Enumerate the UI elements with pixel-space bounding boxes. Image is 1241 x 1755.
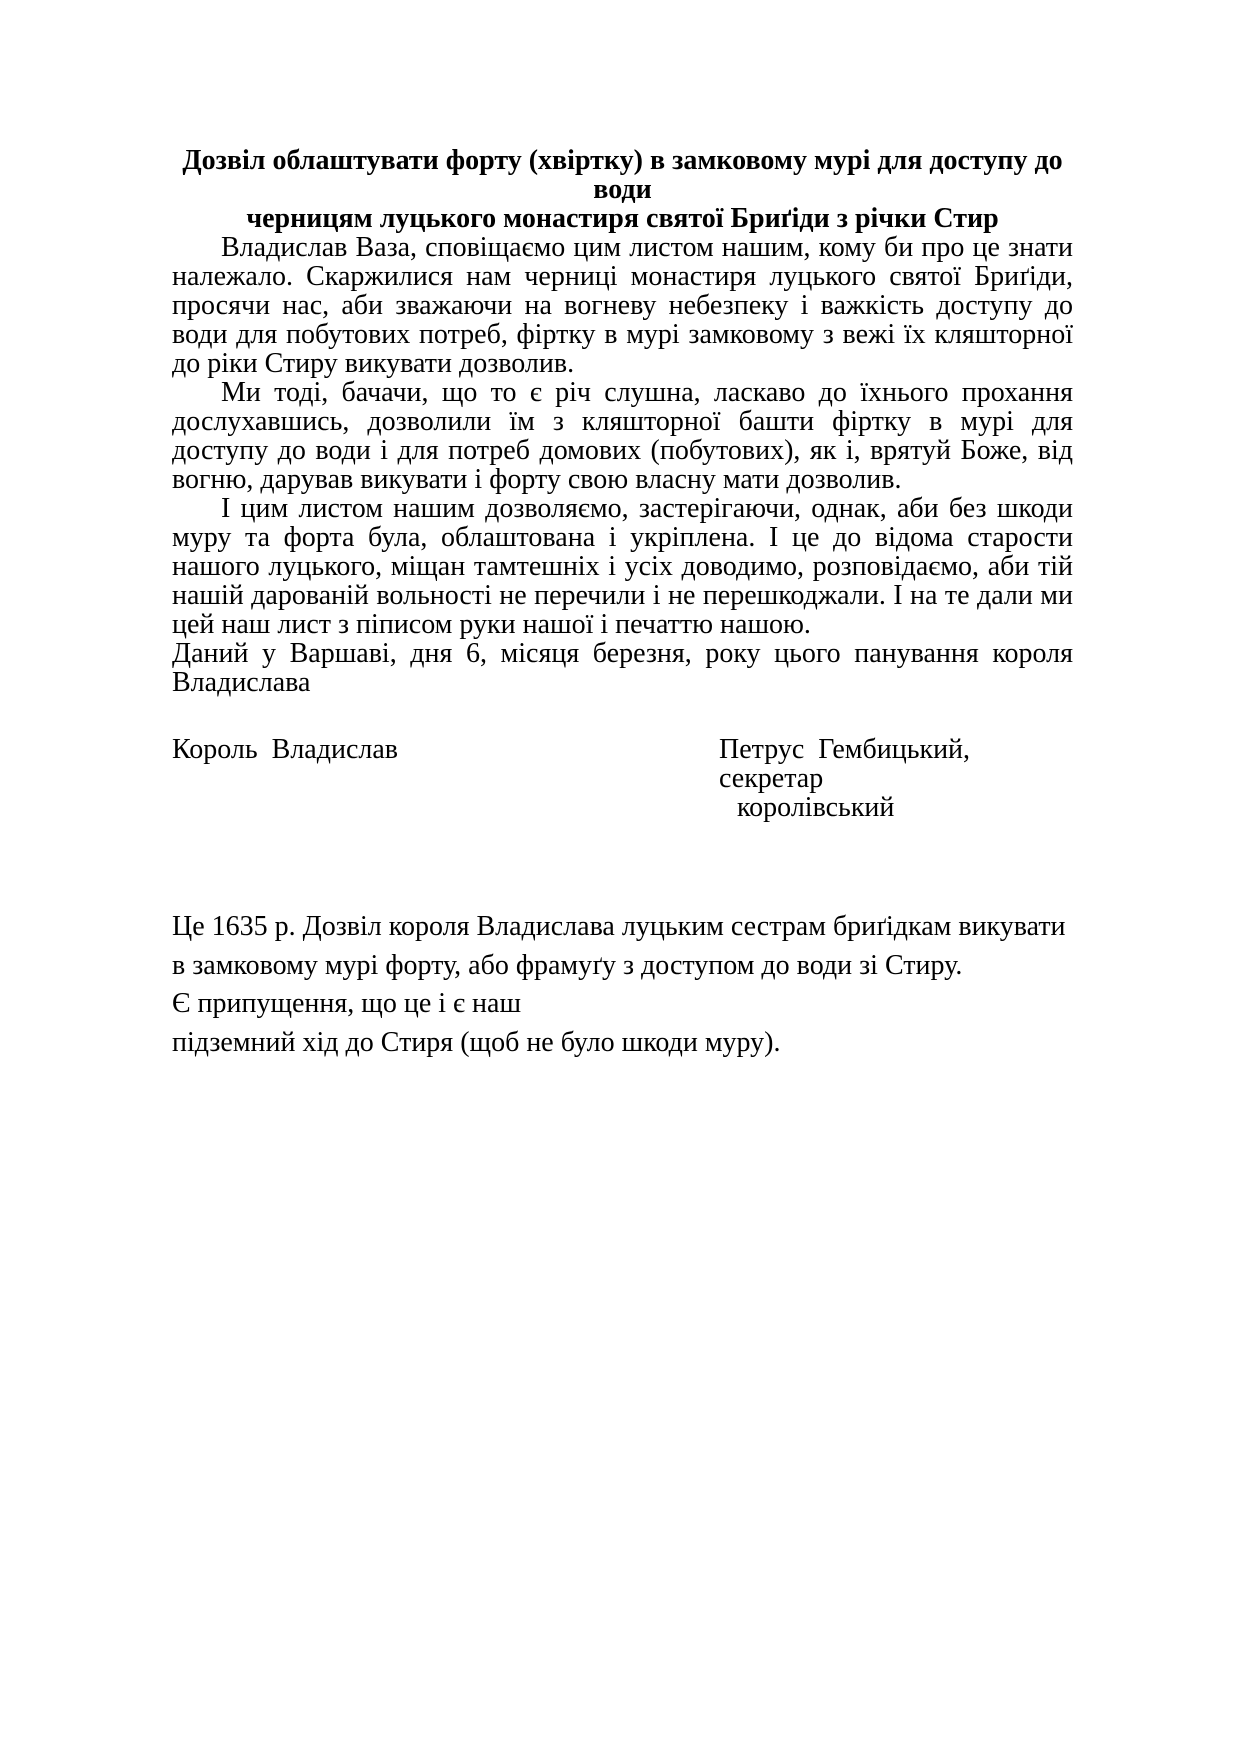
document-title [172, 146, 1073, 233]
note-line-3: підземний хід до Стиря (щоб не було шкоди муру). [172, 1026, 781, 1058]
document-title-line-1: Дозвіл облаштувати форту (хвіртку) в замковому мурі для доступу до води [182, 145, 1063, 205]
body-paragraph-2: Ми тоді, бачачи, що то є річ слушна, ласкаво до їхнього прохання дослухавшись, дозволили їм з кляшторної башти фіртку в мурі для доступу до води і для потреб домових (побутових), як і, врятуй Боже, від вогню, дарував викувати і форту свою власну мати дозволив. [172, 377, 1073, 495]
dateline-paragraph: Даний у Варшаві, дня 6, місяця березня, року цього панування короля Владислава [172, 638, 1073, 698]
document-content [172, 146, 1073, 1062]
commentary-note [172, 908, 1073, 1062]
note-paragraph: Це 1635 р. Дозвіл короля Владислава луцьким сестрам бриґідкам викувати в замковому мурі форту, або фрамуґу з доступом до води зі Стиру. [172, 911, 1066, 981]
signature-block [172, 735, 1073, 822]
body-paragraph-1: Владислав Ваза, сповіщаємо цим листом нашим, кому би про це знати належало. Скаржилися нам черниці монастиря луцького святої Бриґіди, просячи нас, аби зважаючи на вогневу небезпеку і важкість доступу до води для побутових потреб, фіртку в мурі замковому з вежі їх кляшторної до ріки Стиру викувати дозволив. [172, 232, 1073, 379]
signature-king: Король Владислав [172, 734, 399, 765]
body-paragraph-3: І цим листом нашим дозволяємо, застерігаючи, однак, аби без шкоди муру та форта була, облаштована і укріплена. І це до відома старости нашого луцького, міщан тамтешніх і усіх доводимо, розповідаємо, аби тій нашій дарованій вольності не перечили і не перешкоджали. І на те дали ми цей наш лист з піписом руки нашої і печаттю нашою. [172, 493, 1073, 640]
signature-secretary [719, 735, 1073, 822]
document-title-line-2: черницям луцького монастиря святої Бриґіди з річки Стир [246, 203, 999, 234]
signature-secretary-line-1: Петрус Гембицький, секретар [719, 734, 971, 794]
signature-secretary-line-2: королівський [737, 792, 895, 823]
note-line-2: Є припущення, що це і є наш [172, 988, 522, 1020]
